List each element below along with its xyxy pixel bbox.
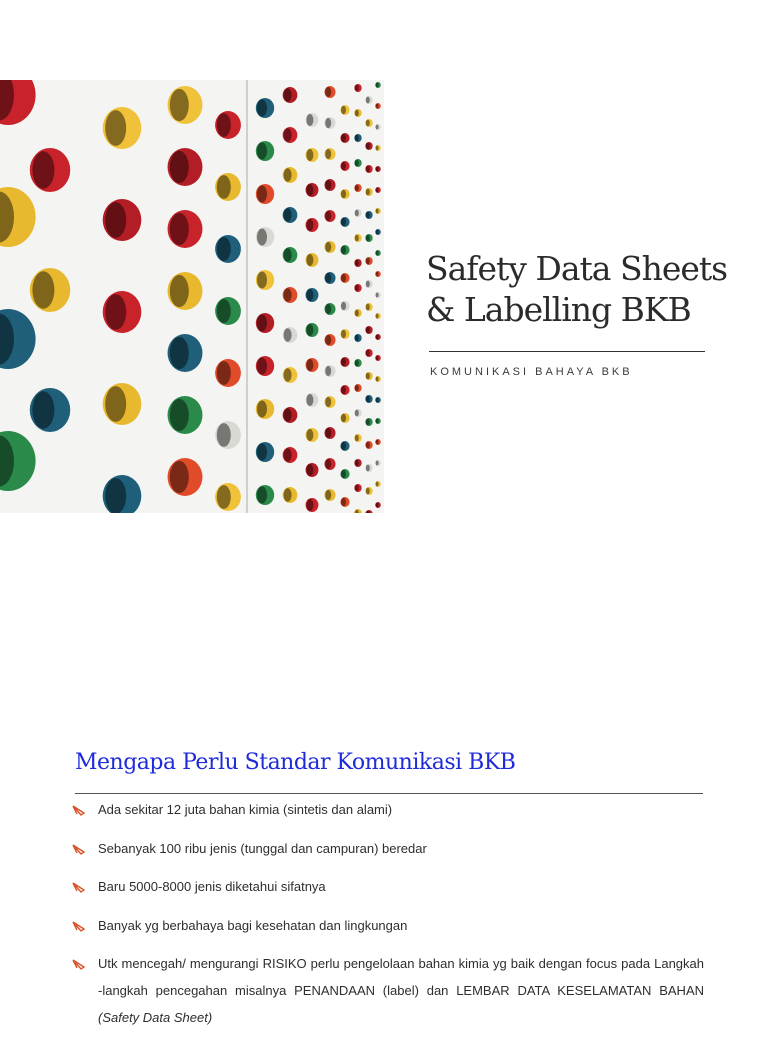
wall-hole-shadow <box>325 87 331 97</box>
wall-hole-shadow <box>257 100 267 117</box>
wall-hole-shadow <box>105 386 126 422</box>
wall-hole-shadow <box>306 359 313 371</box>
wall-hole-shadow <box>325 211 331 221</box>
pen-nib-bullet-icon <box>72 842 86 856</box>
wall-hole-shadow <box>376 166 379 171</box>
wall-hole-shadow <box>341 106 346 115</box>
wall-hole-shadow <box>355 160 359 167</box>
wall-hole-shadow <box>170 461 189 493</box>
list-item-text: Ada sekitar 12 juta bahan kimia (sintetis dan alami) <box>98 802 393 817</box>
wall-hole-shadow <box>217 175 231 199</box>
wall-hole-shadow <box>284 368 292 382</box>
wall-hole-shadow <box>366 350 370 357</box>
wall-hole-shadow <box>376 334 379 339</box>
slide-title-line1: Safety Data Sheets <box>426 249 728 288</box>
wall-hole-shadow <box>284 248 292 262</box>
list-item <box>72 796 704 823</box>
wall-hole-shadow <box>306 289 313 301</box>
wall-hole-shadow <box>376 397 379 402</box>
wall-hole-shadow <box>355 235 359 242</box>
wall-hole-shadow <box>341 442 346 451</box>
wall-hole-shadow <box>341 470 346 479</box>
wall-hole-shadow <box>325 273 331 283</box>
wall-hole-shadow <box>32 151 54 188</box>
wall-hole-shadow <box>366 327 370 334</box>
wall-hole-shadow <box>257 401 267 418</box>
wall-hole-shadow <box>257 358 267 375</box>
wall-hole-shadow <box>325 242 331 252</box>
wall-hole-shadow <box>341 218 346 227</box>
wall-hole-shadow <box>170 337 189 369</box>
wall-hole-shadow <box>217 299 231 323</box>
wall-hole-shadow <box>284 448 292 462</box>
wall-hole-shadow <box>366 373 370 380</box>
wall-hole-shadow <box>341 386 346 395</box>
wall-hole-shadow <box>325 459 331 469</box>
wall-hole-shadow <box>170 399 189 431</box>
content-slide <box>0 740 768 1024</box>
wall-hole-shadow <box>32 391 54 428</box>
wall-hole-shadow <box>355 185 359 192</box>
list-item-italic-text: (Safety Data Sheet) <box>98 1010 213 1025</box>
wall-hole-shadow <box>325 366 331 376</box>
wall-hole-shadow <box>376 355 379 360</box>
pen-nib-bullet-icon <box>72 880 86 894</box>
title-divider <box>429 351 705 352</box>
wall-hole-shadow <box>170 89 189 121</box>
list-item-text: Sebanyak 100 ribu jenis (tunggal dan campuran) beredar <box>98 840 427 856</box>
hero-dots-illustration <box>0 80 384 513</box>
wall-hole-shadow <box>376 481 379 486</box>
wall-hole-shadow <box>306 394 313 406</box>
wall-hole-shadow <box>341 246 346 255</box>
wall-hole-shadow <box>355 485 359 492</box>
list-item <box>72 873 704 900</box>
wall-hole-shadow <box>170 151 189 183</box>
wall-hole-shadow <box>376 124 379 129</box>
wall-hole-shadow <box>257 229 267 246</box>
content-slide-title: Mengapa Perlu Standar Komunikasi BKB <box>75 750 516 775</box>
wall-hole-shadow <box>284 208 292 222</box>
wall-hole-shadow <box>376 187 379 192</box>
wall-hole-shadow <box>355 435 359 442</box>
wall-hole-shadow <box>366 120 370 127</box>
wall-hole-shadow <box>306 219 313 231</box>
wall-hole-shadow <box>355 410 359 417</box>
wall-hole-shadow <box>341 134 346 143</box>
list-item-text: Banyak yg berbahaya bagi kesehatan dan lingkungan <box>98 917 408 933</box>
slide-title <box>426 248 746 330</box>
wall-hole-shadow <box>325 118 331 128</box>
list-item <box>72 950 704 1031</box>
wall-hole-shadow <box>341 414 346 423</box>
slide-subtitle: KOMUNIKASI BAHAYA BKB <box>430 366 633 378</box>
wall-hole-shadow <box>257 272 267 289</box>
wall-hole-shadow <box>376 376 379 381</box>
pen-nib-bullet-icon <box>72 919 86 933</box>
wall-hole-shadow <box>355 135 359 142</box>
wall-hole-shadow <box>217 423 231 447</box>
wall-hole-shadow <box>306 254 313 266</box>
hero-image-perforated-wall <box>0 80 384 513</box>
wall-hole-shadow <box>284 328 292 342</box>
wall-hole-shadow <box>306 464 313 476</box>
content-title-divider <box>75 793 703 794</box>
wall-hole-shadow <box>325 180 331 190</box>
wall-hole-shadow <box>366 143 370 150</box>
wall-hole-shadow <box>376 292 379 297</box>
wall-hole-shadow <box>366 258 370 265</box>
wall-hole-shadow <box>306 429 313 441</box>
wall-hole-shadow <box>217 361 231 385</box>
wall-hole-shadow <box>217 237 231 261</box>
wall-hole-shadow <box>217 113 231 137</box>
wall-hole-shadow <box>257 186 267 203</box>
wall-hole-shadow <box>376 460 379 465</box>
wall-hole-shadow <box>170 213 189 245</box>
wall-hole-shadow <box>325 428 331 438</box>
wall-hole-shadow <box>325 149 331 159</box>
wall-hole-shadow <box>355 310 359 317</box>
wall-hole-shadow <box>284 128 292 142</box>
wall-hole-shadow <box>306 149 313 161</box>
wall-hole-shadow <box>257 315 267 332</box>
wall-hole-shadow <box>366 97 370 104</box>
wall-hole-shadow <box>217 485 231 509</box>
wall-hole-shadow <box>257 487 267 504</box>
wall-hole-shadow <box>341 162 346 171</box>
wall-hole-shadow <box>376 418 379 423</box>
wall-hole-shadow <box>376 82 379 87</box>
wall-hole-shadow <box>257 143 267 160</box>
wall-hole-shadow <box>376 208 379 213</box>
wall-hole-shadow <box>366 442 370 449</box>
wall-hole-shadow <box>366 465 370 472</box>
wall-hole-shadow <box>355 110 359 117</box>
slide-title-line2: & Labelling BKB <box>426 290 691 329</box>
wall-hole-shadow <box>325 304 331 314</box>
list-item <box>72 835 704 862</box>
wall-hole-shadow <box>366 488 370 495</box>
wall-hole-shadow <box>376 271 379 276</box>
list-item <box>72 912 704 939</box>
wall-hole-shadow <box>341 274 346 283</box>
wall-hole-shadow <box>376 502 379 507</box>
wall-hole-shadow <box>376 103 379 108</box>
wall-hole-shadow <box>341 358 346 367</box>
wall-hole-shadow <box>366 396 370 403</box>
wall-hole-shadow <box>284 288 292 302</box>
wall-hole-shadow <box>284 488 292 502</box>
wall-hole-shadow <box>376 313 379 318</box>
wall-hole-shadow <box>32 271 54 308</box>
wall-hole-shadow <box>355 335 359 342</box>
wall-hole-shadow <box>306 324 313 336</box>
wall-hole-shadow <box>284 168 292 182</box>
wall-hole-shadow <box>366 235 370 242</box>
wall-hole-shadow <box>306 184 313 196</box>
list-item-text: Utk mencegah/ mengurangi RISIKO perlu pengelolaan bahan kimia yg baik dengan focus pada Langkah -langkah pencegahan misalnya PENANDAAN (label) dan LEMBAR DATA KESELAMATAN BAHAN <box>98 956 704 998</box>
wall-hole-shadow <box>376 229 379 234</box>
wall-hole-shadow <box>284 88 292 102</box>
wall-hole-shadow <box>341 302 346 311</box>
wall-hole-shadow <box>366 304 370 311</box>
wall-hole-shadow <box>355 360 359 367</box>
wall-hole-shadow <box>325 490 331 500</box>
wall-hole-shadow <box>376 439 379 444</box>
wall-hole-shadow <box>341 190 346 199</box>
wall-hole-shadow <box>366 189 370 196</box>
pen-nib-bullet-icon <box>72 803 86 817</box>
wall-hole-shadow <box>376 145 379 150</box>
wall-hole-shadow <box>105 478 126 513</box>
wall-hole-shadow <box>355 385 359 392</box>
wall-hole-shadow <box>366 212 370 219</box>
wall-hole-shadow <box>355 460 359 467</box>
wall-hole-shadow <box>355 210 359 217</box>
wall-hole-shadow <box>284 408 292 422</box>
wall-hole-shadow <box>257 444 267 461</box>
wall-hole-shadow <box>105 110 126 146</box>
wall-hole-shadow <box>325 335 331 345</box>
wall-hole-shadow <box>306 499 313 511</box>
pen-nib-bullet-icon <box>72 957 86 971</box>
wall-hole-shadow <box>376 250 379 255</box>
wall-hole-shadow <box>325 397 331 407</box>
wall-hole-shadow <box>355 260 359 267</box>
wall-hole-shadow <box>366 419 370 426</box>
wall-hole-shadow <box>105 294 126 330</box>
wall-hole-shadow <box>366 166 370 173</box>
wall-hole-shadow <box>341 498 346 507</box>
bullet-list <box>72 796 704 1043</box>
wall-hole-shadow <box>306 114 313 126</box>
wall-hole-shadow <box>366 281 370 288</box>
wall-hole-shadow <box>355 285 359 292</box>
wall-hole-shadow <box>341 330 346 339</box>
wall-hole-shadow <box>105 202 126 238</box>
wall-hole-shadow <box>355 85 359 92</box>
list-item-text: Baru 5000-8000 jenis diketahui sifatnya <box>98 879 326 894</box>
wall-hole-shadow <box>170 275 189 307</box>
